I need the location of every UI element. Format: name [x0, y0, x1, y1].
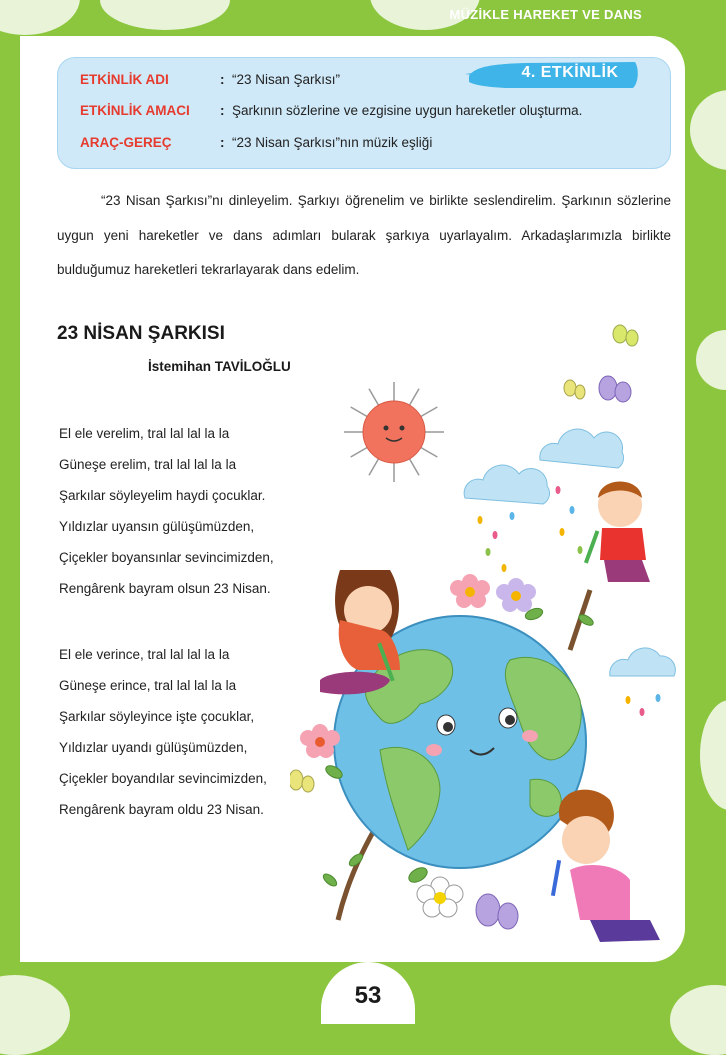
- page-number-tab: [321, 962, 415, 1024]
- lyric-line: Güneşe erelim, tral lal lal la la: [59, 457, 237, 472]
- butterfly-icon: [290, 770, 314, 792]
- info-separator: :: [220, 72, 225, 87]
- cloud-icon: [464, 465, 549, 504]
- header-band: [430, 0, 726, 26]
- lyric-line: Güneşe erince, tral lal lal la la: [59, 678, 237, 693]
- cloud-icon: [610, 648, 676, 676]
- lyric-line: Rengârenk bayram oldu 23 Nisan.: [59, 802, 264, 817]
- boy-right-icon: [584, 482, 650, 583]
- girl-bottom-icon: [551, 790, 660, 942]
- info-label: ARAÇ-GEREÇ: [80, 135, 172, 150]
- decor-circle: [696, 330, 726, 390]
- lyric-line: Şarkılar söyleyelim haydi çocuklar.: [59, 488, 266, 503]
- lyric-line: Çiçekler boyansınlar sevincimizden,: [59, 550, 274, 565]
- lyric-line: El ele verelim, tral lal lal la la: [59, 426, 230, 441]
- lyric-line: Yıldızlar uyandı gülüşümüzden,: [59, 740, 248, 755]
- intro-paragraph: “23 Nisan Şarkısı”nı dinleyelim. Şarkıyı öğrenelim ve birlikte seslendirelim. Şarkının sözlerine uygun yeni hareketler ve dans adımları bularak şarkıya uyarlayalım. Arkadaşlarımızla birlikte bulduğumuz hareketleri tekrarlayarak dans edelim.: [57, 193, 671, 277]
- lyric-line: Çiçekler boyandılar sevincimizden,: [59, 771, 267, 786]
- verse-2: [59, 639, 267, 825]
- butterfly-icon: [564, 380, 585, 399]
- info-value: “23 Nisan Şarkısı”: [232, 72, 341, 87]
- info-value: “23 Nisan Şarkısı”nın müzik eşliği: [232, 135, 433, 150]
- lyric-line: Şarkılar söyleyince işte çocuklar,: [59, 709, 255, 724]
- flower-icon: [496, 578, 536, 612]
- activity-badge: [465, 60, 641, 90]
- info-label: ETKİNLİK AMACI: [80, 103, 190, 118]
- page-number: 53: [354, 982, 382, 1009]
- decor-circle: [700, 700, 726, 810]
- decor-circle: [670, 985, 726, 1055]
- activity-number: 4. ETKİNLİK: [521, 64, 619, 81]
- lyric-line: Rengârenk bayram olsun 23 Nisan.: [59, 581, 271, 596]
- butterfly-icon: [476, 894, 518, 929]
- lyric-line: Yıldızlar uyansın gülüşümüzden,: [59, 519, 255, 534]
- lyric-line: El ele verince, tral lal lal la la: [59, 647, 230, 662]
- decor-circle: [0, 975, 70, 1055]
- decor-circle: [690, 90, 726, 170]
- chapter-title: MÜZİKLE HAREKET VE DANS: [449, 7, 642, 22]
- verse-1: [59, 418, 274, 604]
- sun-icon: [344, 382, 444, 482]
- decor-circle: [0, 0, 80, 35]
- song-title: 23 NİSAN ŞARKISI: [57, 323, 225, 344]
- song-author: İstemihan TAVİLOĞLU: [148, 359, 291, 374]
- earth-children-illustration: [290, 320, 690, 960]
- decor-circle: [100, 0, 230, 30]
- info-separator: :: [220, 135, 225, 150]
- butterfly-icon: [613, 325, 638, 346]
- cloud-icon: [540, 429, 624, 468]
- flower-icon: [417, 877, 463, 917]
- info-label: ETKİNLİK ADI: [80, 72, 169, 87]
- info-separator: :: [220, 103, 225, 118]
- info-value: Şarkının sözlerine ve ezgisine uygun hareketler oluşturma.: [232, 103, 583, 118]
- butterfly-icon: [599, 376, 631, 402]
- flower-icon: [450, 574, 490, 608]
